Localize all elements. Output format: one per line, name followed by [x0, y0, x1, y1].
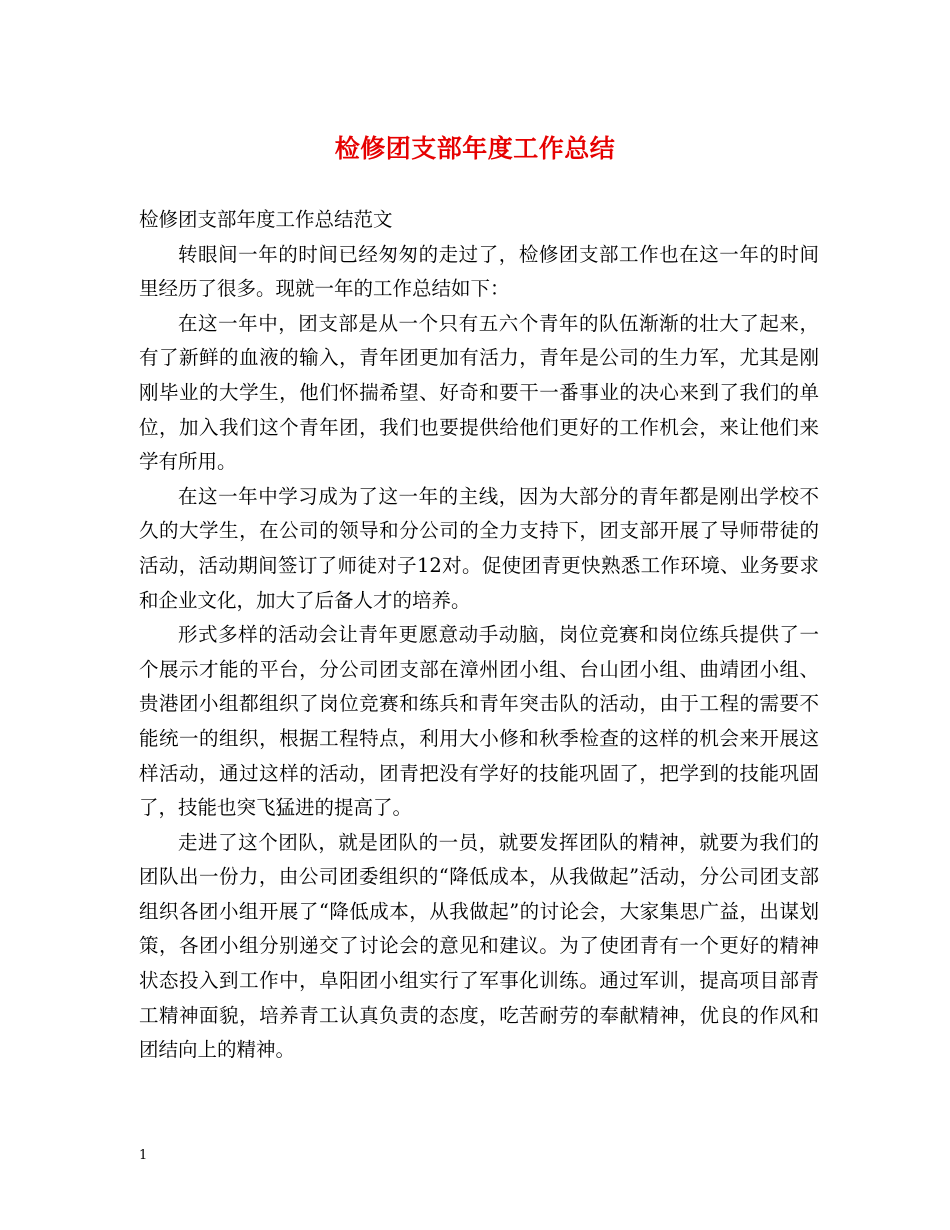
document-body [139, 203, 819, 1068]
paragraph: 转眼间一年的时间已经匆匆的走过了，检修团支部工作也在这一年的时间里经历了很多。现就一年的工作总结如下： [139, 242, 819, 301]
paragraph: 形式多样的活动会让青年更愿意动手动脑，岗位竞赛和岗位练兵提供了一个展示才能的平台，分公司团支部在漳州团小组、台山团小组、曲靖团小组、贵港团小组都组织了岗位竞赛和练兵和青年突击队的活动，由于工程的需要不能统一的组织，根据工程特点，利用大小修和秋季检查的这样的机会来开展这样活动，通过这样的活动，团青把没有学好的技能巩固了，把学到的技能巩固了，技能也突飞猛进的提高了。 [139, 623, 819, 820]
paragraph: 在这一年中，团支部是从一个只有五六个青年的队伍渐渐的壮大了起来，有了新鲜的血液的输入，青年团更加有活力，青年是公司的生力军，尤其是刚刚毕业的大学生，他们怀揣希望、好奇和要干一番事业的决心来到了我们的单位，加入我们这个青年团，我们也要提供给他们更好的工作机会，来让他们来学有所用。 [139, 311, 819, 474]
paragraph: 在这一年中学习成为了这一年的主线，因为大部分的青年都是刚出学校不久的大学生，在公司的领导和分公司的全力支持下，团支部开展了导师带徒的活动，活动期间签订了师徒对子12对。促使团青更快熟悉工作环境、业务要求和企业文化，加大了后备人才的培养。 [139, 484, 819, 612]
document-subtitle: 检修团支部年度工作总结范文 [139, 208, 393, 231]
page-number: 1 [139, 1148, 148, 1163]
paragraph: 走进了这个团队，就是团队的一员，就要发挥团队的精神，就要为我们的团队出一份力，由公司团委组织的“降低成本，从我做起”活动，分公司团支部组织各团小组开展了“降低成本，从我做起”的讨论会，大家集思广益，出谋划策，各团小组分别递交了讨论会的意见和建议。为了使团青有一个更好的精神状态投入到工作中，阜阳团小组实行了军事化训练。通过军训，提高项目部青工精神面貌，培养青工认真负责的态度，吃苦耐劳的奉献精神，优良的作风和团结向上的精神。 [139, 830, 819, 1062]
document-title: 检修团支部年度工作总结 [334, 134, 616, 163]
